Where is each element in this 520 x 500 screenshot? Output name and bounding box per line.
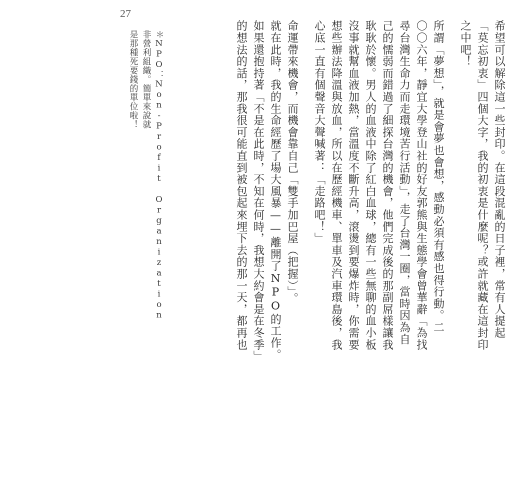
paragraph-gap [303, 20, 309, 430]
text-column: 就在此時，我的生命經歷了場大風暴——離開了NPO的工作。 [269, 20, 282, 361]
text-column: 尋台灣生命力而走環境苦行活動」，走了台灣一圈，當時因為自 [398, 20, 411, 345]
text-column: 命運帶來機會，而機會靠自己「雙手加巴屋（把握）」。 [286, 20, 299, 304]
footnote-line: ＊NPO：Non-Profit Organization [154, 30, 164, 321]
footnote-line: 是那種死要錢的單位啦！ [128, 30, 138, 129]
page-number: 27 [120, 8, 131, 20]
text-column: 沒事就幫血液加熱，當溫度不斷升高，滾燙到要爆炸時，你需要 [347, 20, 360, 351]
main-body-text [235, 20, 506, 430]
footnote-line: 非營利組織。簡單來說就 [141, 30, 151, 129]
text-column: 的想法的話，那我很可能直到被包起來埋下去的那一天，都再也 [235, 20, 248, 351]
footnote [116, 30, 164, 321]
text-column: 想些辦法降溫與放血，所以在歷經機車、單車及汽車環島後，我 [330, 20, 343, 351]
text-column: 所謂「夢想」，就是會夢也會想，感動必須有感也得行動。二 [432, 20, 445, 334]
text-column: 如果還抱持著「不是在此時，不知在何時，我想大約會是在冬季」 [252, 20, 265, 363]
text-column: 之中吧！ [459, 20, 472, 68]
text-column: 心底一直有個聲音大聲喊著：「走路吧！」 [313, 20, 326, 245]
text-column: 耿耿於懷。男人的血液中除了紅白血球，總有一些無聊的血小板 [364, 20, 377, 351]
text-column: 〇〇六年，靜宜大學登山社的好友郭熊與生態學會曾華辭「為找 [415, 20, 428, 351]
paragraph-gap [449, 20, 455, 430]
text-column: 「莫忘初衷」四個大字，我的初衷是什麼呢？或許就藏在這封印 [476, 20, 489, 351]
text-column: 希望可以解除這一些封印。在這段混亂的日子裡，常有人提起 [493, 20, 506, 339]
text-column: 己的懦弱而錯過了細探台灣的機會，他們完成後的那副屌樣讓我 [381, 20, 394, 351]
